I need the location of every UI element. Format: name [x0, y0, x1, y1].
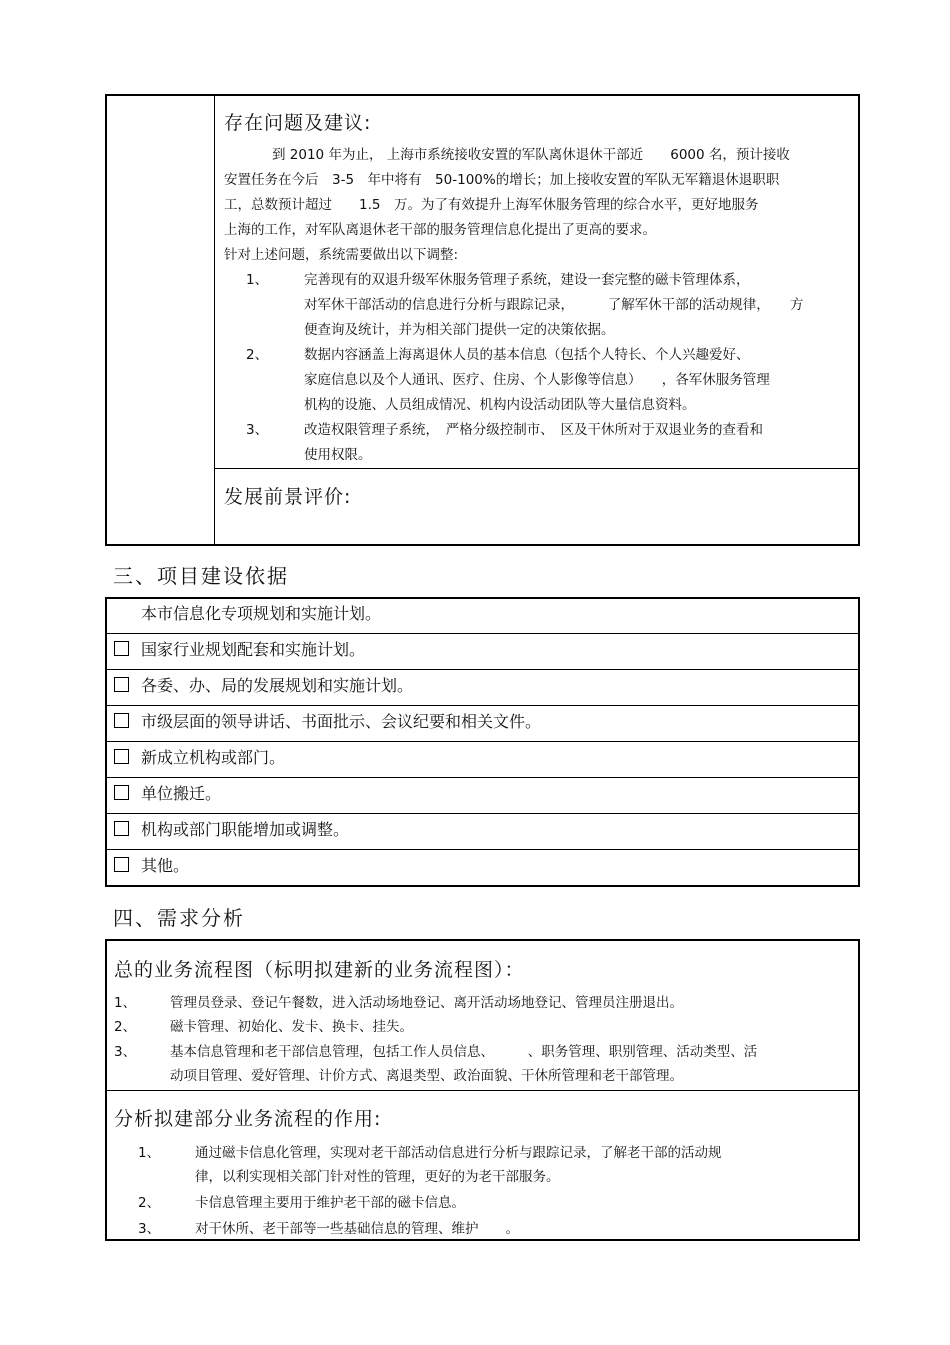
- flow-heading: 总的业务流程图（标明拟建新的业务流程图）：: [114, 959, 525, 981]
- checkbox[interactable]: [114, 677, 129, 692]
- flow-item-2-line-1: 磁卡管理、初始化、发卡、换卡、挂失。: [170, 1019, 413, 1035]
- section4-title: 四、需求分析: [113, 906, 245, 930]
- item-3-line-2: 使用权限。: [304, 447, 372, 463]
- basis-row-5-label: 新成立机构或部门。: [141, 748, 286, 767]
- effect-item-3-line-1: 对干休所、老干部等一些基础信息的管理、维护 。: [195, 1221, 519, 1237]
- item-3-num: 3、: [246, 422, 269, 438]
- problems-heading: 存在问题及建议:: [224, 112, 372, 134]
- item-1-line-3: 便查询及统计，并为相关部门提供一定的决策依据。: [304, 322, 615, 338]
- basis-row-divider: [106, 777, 859, 778]
- item-1-num: 1、: [246, 272, 269, 288]
- flow-item-1-num: 1、: [114, 995, 137, 1011]
- item-2-line-2: 家庭信息以及个人通讯、医疗、住房、个人影像等信息） ，各军休服务管理: [304, 372, 770, 388]
- item-2-line-1: 数据内容涵盖上海离退休人员的基本信息（包括个人特长、个人兴趣爱好、: [304, 347, 750, 363]
- basis-row-2-label: 国家行业规划配套和实施计划。: [141, 640, 366, 659]
- checkbox[interactable]: [114, 785, 129, 800]
- basis-row-6: [114, 781, 221, 804]
- basis-row-4-label: 市级层面的领导讲话、书面批示、会议纪要和相关文件。: [141, 712, 542, 731]
- basis-row-3: [114, 673, 413, 696]
- flow-item-1-line-1: 管理员登录、登记午餐数，进入活动场地登记、离开活动场地登记、管理员注册退出。: [170, 995, 683, 1011]
- basis-row-2: [114, 637, 365, 660]
- problems-line-4: 上海的工作，对军队离退休老干部的服务管理信息化提出了更高的要求。: [224, 222, 656, 238]
- basis-row-7-label: 机构或部门职能增加或调整。: [141, 820, 350, 839]
- basis-row-divider: [106, 705, 859, 706]
- flow-item-3-num: 3、: [114, 1044, 137, 1060]
- checkbox[interactable]: [114, 713, 129, 728]
- item-2-line-3: 机构的设施、人员组成情况、机构内设活动团队等大量信息资料。: [304, 397, 696, 413]
- checkbox[interactable]: [114, 641, 129, 656]
- table-row-divider: [215, 468, 859, 469]
- effect-item-2-line-1: 卡信息管理主要用于维护老干部的磁卡信息。: [195, 1195, 465, 1211]
- basis-row-divider: [106, 669, 859, 670]
- effect-item-1-num: 1、: [138, 1145, 161, 1161]
- effect-item-1-line-1: 通过磁卡信息化管理，实现对老干部活动信息进行分析与跟踪记录，了解老干部的活动规: [195, 1145, 722, 1161]
- table-column-divider: [214, 95, 215, 545]
- checkbox[interactable]: [114, 749, 129, 764]
- problems-line-5: 针对上述问题，系统需要做出以下调整:: [224, 247, 459, 263]
- effect-heading: 分析拟建部分业务流程的作用:: [114, 1108, 382, 1130]
- basis-row-divider: [106, 813, 859, 814]
- basis-row-8: [114, 853, 189, 876]
- basis-row-4: [114, 709, 541, 732]
- effect-item-2-num: 2、: [138, 1195, 161, 1211]
- problems-line-1: 到 2010 年为止， 上海市系统接收安置的军队离休退休干部近 6000 名，预计接收: [272, 147, 790, 163]
- item-1-line-1: 完善现有的双退升级军休服务管理子系统，建设一套完整的磁卡管理体系，: [304, 272, 750, 288]
- basis-row-8-label: 其他。: [141, 856, 190, 875]
- problems-line-3: 工，总数预计超过 1.5 万。为了有效提升上海军休服务管理的综合水平，更好地服务: [224, 197, 759, 213]
- item-1-line-2: 对军休干部活动的信息进行分析与跟踪记录， 了解军休干部的活动规律， 方: [304, 297, 804, 313]
- flow-item-3-line-2: 动项目管理、爱好管理、计价方式、离退类型、政治面貌、干休所管理和老干部管理。: [170, 1068, 683, 1084]
- basis-row-1-label: 本市信息化专项规划和实施计划。: [141, 604, 382, 623]
- basis-row-1: [141, 601, 381, 624]
- item-3-line-1: 改造权限管理子系统， 严格分级控制市、 区及干休所对于双退业务的查看和: [304, 422, 763, 438]
- flow-item-2-num: 2、: [114, 1019, 137, 1035]
- prospect-heading: 发展前景评价:: [224, 486, 352, 508]
- checkbox[interactable]: [114, 857, 129, 872]
- item-2-num: 2、: [246, 347, 269, 363]
- effect-item-1-line-2: 律，以利实现相关部门针对性的管理，更好的为老干部服务。: [195, 1169, 560, 1185]
- section3-title: 三、项目建设依据: [113, 564, 289, 588]
- basis-row-divider: [106, 633, 859, 634]
- basis-row-7: [114, 817, 349, 840]
- basis-row-divider: [106, 741, 859, 742]
- checkbox[interactable]: [114, 821, 129, 836]
- basis-row-5: [114, 745, 285, 768]
- basis-row-6-label: 单位搬迁。: [141, 784, 222, 803]
- basis-row-3-label: 各委、办、局的发展规划和实施计划。: [141, 676, 414, 695]
- effect-item-3-num: 3、: [138, 1221, 161, 1237]
- basis-row-divider: [106, 849, 859, 850]
- flow-item-3-line-1: 基本信息管理和老干部信息管理，包括工作人员信息、 、职务管理、职别管理、活动类型、活: [170, 1044, 758, 1060]
- requirements-row-divider: [106, 1090, 859, 1091]
- problems-line-2: 安置任务在今后 3-5 年中将有 50-100%的增长；加上接收安置的军队无军籍退休退职职: [224, 172, 780, 188]
